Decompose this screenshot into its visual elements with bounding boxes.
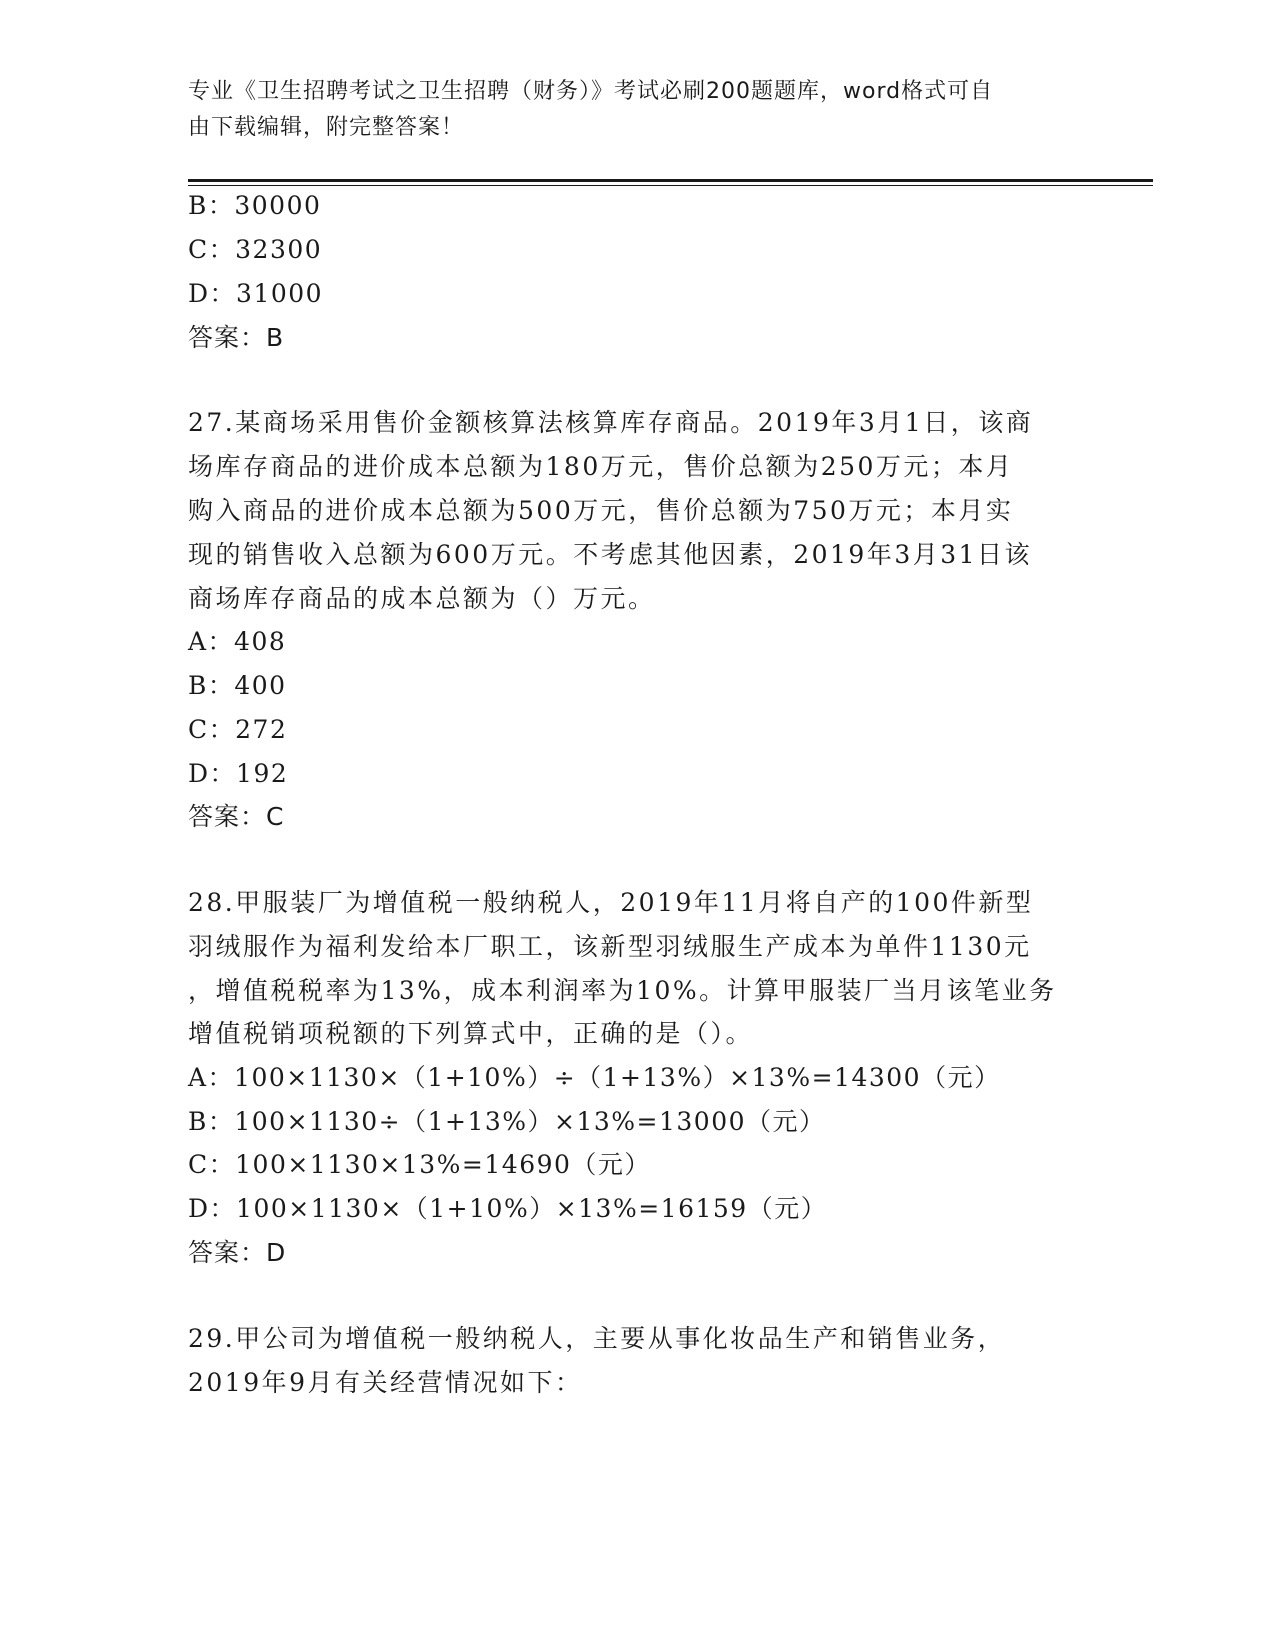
q27-answer: 答案：C bbox=[188, 802, 285, 831]
header-line-1: 专业《卫生招聘考试之卫生招聘（财务）》考试必刷200题题库，word格式可自 bbox=[188, 79, 994, 104]
q27-option-b: B：400 bbox=[188, 671, 287, 700]
q29-text-line-1: 29.甲公司为增值税一般纳税人，主要从事化妆品生产和销售业务， bbox=[188, 1324, 1006, 1353]
q28-option-b: B：100×1130÷（1+13%）×13%=13000（元） bbox=[188, 1107, 826, 1136]
q27-text-line-5: 商场库存商品的成本总额为（）万元。 bbox=[188, 584, 656, 613]
document-header bbox=[188, 74, 1068, 146]
q27-text-line-4: 现的销售收入总额为600万元。不考虑其他因素，2019年3月31日该 bbox=[188, 540, 1033, 569]
q27-option-d: D：192 bbox=[188, 759, 289, 788]
q27-text-line-2: 场库存商品的进价成本总额为180万元，售价总额为250万元；本月 bbox=[188, 452, 1014, 481]
q28-option-c: C：100×1130×13%=14690（元） bbox=[188, 1150, 651, 1179]
q28-answer: 答案：D bbox=[188, 1238, 287, 1267]
q27-option-a: A：408 bbox=[188, 627, 287, 656]
header-rule-thin bbox=[188, 185, 1153, 186]
q28-option-a: A：100×1130×（1+10%）÷（1+13%）×13%=14300（元） bbox=[188, 1063, 1001, 1092]
q27-text-line-1: 27.某商场采用售价金额核算法核算库存商品。2019年3月1日，该商 bbox=[188, 408, 1034, 437]
q28-option-d: D：100×1130×（1+10%）×13%=16159（元） bbox=[188, 1194, 828, 1223]
q29-text-line-2: 2019年9月有关经营情况如下： bbox=[188, 1368, 583, 1397]
q27-option-c: C：272 bbox=[188, 715, 288, 744]
prev-option-b: B：30000 bbox=[188, 191, 322, 220]
prev-answer: 答案：B bbox=[188, 323, 285, 352]
q28-text-line-1: 28.甲服装厂为增值税一般纳税人，2019年11月将自产的100件新型 bbox=[188, 888, 1034, 917]
prev-option-c: C：32300 bbox=[188, 235, 323, 264]
header-line-2: 由下载编辑，附完整答案！ bbox=[188, 115, 465, 140]
header-rule-thick bbox=[188, 179, 1153, 182]
q28-text-line-4: 增值税销项税额的下列算式中，正确的是（）。 bbox=[188, 1019, 754, 1048]
prev-option-d: D：31000 bbox=[188, 279, 324, 308]
q27-text-line-3: 购入商品的进价成本总额为500万元，售价总额为750万元；本月实 bbox=[188, 496, 1014, 525]
q28-text-line-3: ，增值税税率为13%，成本利润率为10%。计算甲服装厂当月该笔业务 bbox=[188, 976, 1057, 1005]
q28-text-line-2: 羽绒服作为福利发给本厂职工，该新型羽绒服生产成本为单件1130元 bbox=[188, 932, 1032, 961]
